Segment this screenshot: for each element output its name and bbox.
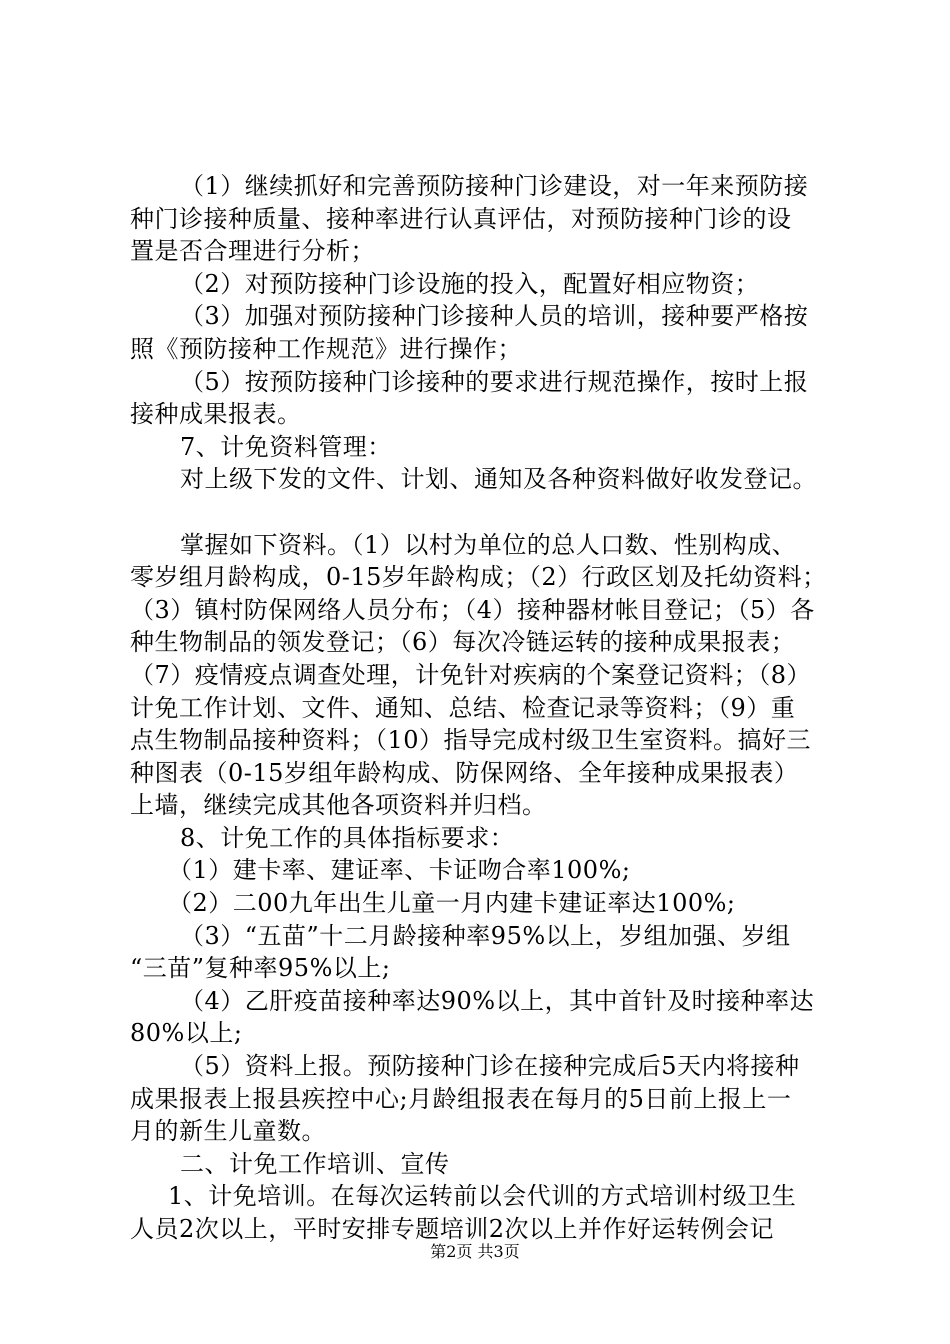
paragraph-line: （5）资料上报。预防接种门诊在接种完成后5天内将接种: [180, 1052, 800, 1081]
paragraph-line: 点生物制品接种资料；（10）指导完成村级卫生室资料。搞好三: [130, 726, 812, 755]
paragraph-line: （3）镇村防保网络人员分布；（4）接种器材帐目登记；（5）各: [130, 595, 815, 624]
paragraph-line: 人员2次以上，平时安排专题培训2次以上并作好运转例会记: [130, 1215, 775, 1243]
paragraph-line: “三苗”复种率95%以上;: [130, 954, 391, 983]
page-number: 第2页 共3页: [430, 1242, 520, 1261]
paragraph-line: （2）对预防接种门诊设施的投入，配置好相应物资；: [180, 269, 760, 298]
paragraph-line: 计免工作计划、文件、通知、总结、检查记录等资料；（9）重: [130, 693, 796, 722]
paragraph-line: （7）疫情疫点调查处理，计免针对疾病的个案登记资料；（8）: [130, 660, 812, 689]
paragraph-line: 种图表（0-15岁组年龄构成、防保网络、全年接种成果报表）: [130, 758, 799, 787]
paragraph-line: （1）建卡率、建证率、卡证吻合率100%;: [168, 856, 631, 885]
paragraph-line: 80%以上;: [130, 1019, 243, 1048]
blank-line: [130, 496, 842, 529]
paragraph-line: 置是否合理进行分析；: [130, 237, 375, 266]
paragraph-line: 种生物制品的领发登记；（6）每次冷链运转的接种成果报表；: [130, 628, 796, 657]
section-heading: 8、计免工作的具体指标要求：: [180, 823, 515, 852]
paragraph-line: 接种成果报表。: [130, 400, 302, 429]
page-footer: [0, 1242, 950, 1262]
section-heading: 二、计免工作培训、宣传: [180, 1149, 450, 1178]
paragraph-line: 1、计免培训。在每次运转前以会代训的方式培训村级卫生: [168, 1182, 797, 1211]
paragraph-line: （3）“五苗”十二月龄接种率95%以上，岁组加强、岁组: [180, 921, 791, 950]
paragraph-line: 掌握如下资料。（1）以村为单位的总人口数、性别构成、: [180, 530, 797, 559]
section-heading: 7、计免资料管理：: [180, 432, 392, 461]
paragraph-line: 月的新生儿童数。: [130, 1117, 326, 1146]
paragraph-line: 零岁组月龄构成，0-15岁年龄构成；（2）行政区划及托幼资料；: [130, 563, 827, 592]
paragraph-line: （4）乙肝疫苗接种率达90%以上，其中首针及时接种率达: [180, 986, 815, 1015]
paragraph-line: 对上级下发的文件、计划、通知及各种资料做好收发登记。: [180, 465, 817, 494]
paragraph-line: （1）继续抓好和完善预防接种门诊建设，对一年来预防接: [180, 172, 809, 200]
paragraph-line: （2）二00九年出生儿童一月内建卡建证率达100%;: [168, 889, 736, 918]
document-body: [130, 170, 842, 1246]
paragraph-line: 上墙，继续完成其他各项资料并归档。: [130, 791, 547, 820]
paragraph-line: 种门诊接种质量、接种率进行认真评估，对预防接种门诊的设: [130, 204, 792, 233]
paragraph-line: 成果报表上报县疾控中心;月龄组报表在每月的5日前上报上一: [130, 1084, 792, 1113]
paragraph-line: （5）按预防接种门诊接种的要求进行规范操作，按时上报: [180, 367, 809, 396]
paragraph-line: 照《预防接种工作规范》进行操作；: [130, 334, 522, 363]
paragraph-line: （3）加强对预防接种门诊接种人员的培训，接种要严格按: [180, 302, 809, 331]
